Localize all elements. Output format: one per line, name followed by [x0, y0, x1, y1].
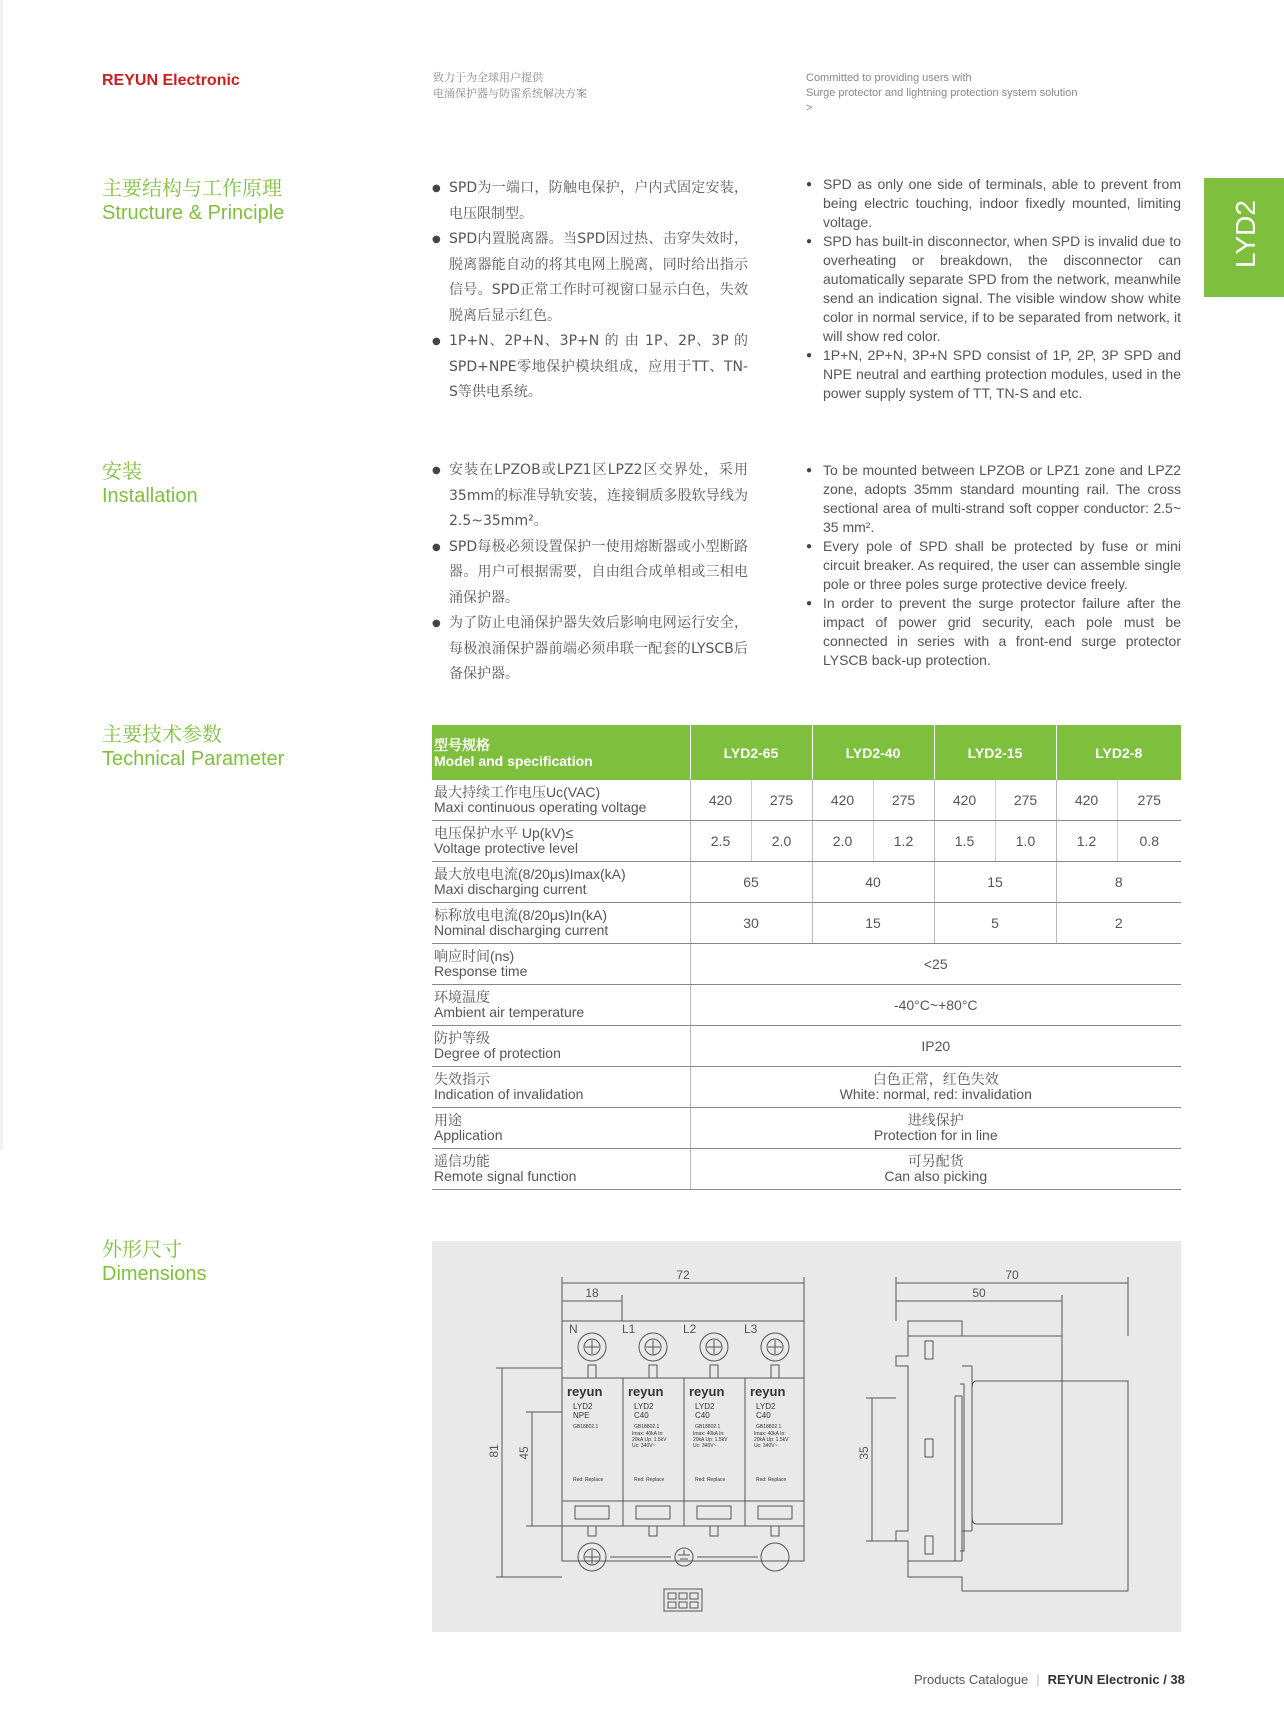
- table-row: [432, 944, 1181, 985]
- row-label-en: Ambient air temperature: [434, 1004, 585, 1020]
- dimension-svg: [432, 1241, 1181, 1632]
- module-model: LYD2: [695, 1402, 715, 1411]
- dimension-drawing: [432, 1241, 1181, 1632]
- list-item: ● SPD as only one side of terminals, able to prevent from being electric touching, indoor fixedly mounted, limiting voltage.: [806, 175, 1181, 232]
- page-footer: [914, 1672, 1185, 1687]
- section-title-en: Installation: [102, 485, 198, 507]
- row-label-en: Maxi discharging current: [434, 881, 587, 897]
- list-item: ● SPD内置脱离器。当SPD因过热、击穿失效时，脱离器能自动的将其电网上脱离，同时给出指示信号。SPD正常工作时可视窗口显示白色，失效脱离后显示红色。: [432, 227, 748, 329]
- module-spec-text: Imax: 40kA In: 20kA Up: 1.5kV Uc: 340V~: [632, 1431, 667, 1449]
- table-row: [432, 1026, 1181, 1067]
- indicator-window: [697, 1506, 731, 1519]
- row-label: [432, 1149, 690, 1190]
- logo-reyun: reyun: [628, 1384, 664, 1399]
- section-title-dimensions: [102, 1237, 206, 1287]
- structure-list-cn: [432, 176, 748, 406]
- installation-list-en: [806, 461, 1181, 670]
- cell-value-cn: 白色正常，红色失效: [872, 1071, 999, 1087]
- module-sub: C40: [756, 1411, 771, 1420]
- table-cell: 1.5: [934, 821, 995, 862]
- page-edge-shade: [0, 0, 3, 1150]
- module-sub: C40: [695, 1411, 710, 1420]
- row-label-en: Voltage protective level: [434, 840, 578, 856]
- list-item: ● 1P+N、2P+N、3P+N 的 由 1P、2P、3P 的 SPD+NPE零地保护模块组成，应用于TT、TN-S等供电系统。: [432, 329, 748, 406]
- table-header-label: [432, 725, 690, 780]
- module-standard: GB18802.1: [695, 1424, 721, 1430]
- section-title-structure: [102, 176, 284, 226]
- row-label: [432, 944, 690, 985]
- logo-reyun: reyun: [689, 1384, 725, 1399]
- table-cell: 2: [1056, 903, 1181, 944]
- footer-catalogue: Products Catalogue: [914, 1672, 1029, 1687]
- row-label: [432, 1108, 690, 1149]
- table-row: [432, 903, 1181, 944]
- table-cell: 40: [812, 862, 934, 903]
- table-cell: 15: [934, 862, 1056, 903]
- side-view: [857, 1268, 1128, 1591]
- row-label-cn: 电压保护水平 Up(kV)≤: [434, 825, 574, 841]
- list-item: ● 1P+N, 2P+N, 3P+N SPD consist of 1P, 2P, 3P SPD and NPE neutral and earthing protection modules, used in the power supply system of TT, TN-S and etc.: [806, 346, 1181, 403]
- front-view: [487, 1268, 804, 1611]
- module-replace: Red: Replace: [695, 1477, 726, 1483]
- row-label-en: Maxi continuous operating voltage: [434, 799, 647, 815]
- module-sub: NPE: [573, 1411, 590, 1420]
- table-cell: 1.0: [995, 821, 1056, 862]
- module-replace: Red: Replace: [756, 1477, 787, 1483]
- table-cell: 5: [934, 903, 1056, 944]
- tagline-en-line1: Committed to providing users with: [806, 72, 972, 84]
- dim-height-label: 81: [487, 1444, 501, 1458]
- model-header: LYD2-40: [812, 725, 934, 780]
- indicator-window: [758, 1506, 792, 1519]
- row-label: [432, 780, 690, 821]
- list-item: ● 为了防止电涌保护器失效后影响电网运行安全，每极浪涌保护器前端必须串联一配套的LYSCB后备保护器。: [432, 611, 748, 688]
- row-label-en: Degree of protection: [434, 1045, 561, 1061]
- tagline-en-line2: Surge protector and lightning protection system solution: [806, 87, 1078, 99]
- table-cell: 420: [1056, 780, 1117, 821]
- row-label: [432, 985, 690, 1026]
- structure-list-en: [806, 175, 1181, 403]
- table-cell: 275: [1117, 780, 1181, 821]
- row-label: [432, 821, 690, 862]
- table-row: [432, 1149, 1181, 1190]
- indicator-window: [636, 1506, 670, 1519]
- list-item: ● SPD has built-in disconnector, when SPD is invalid due to overheating or breakdown, the disconnector can automatically separate SPD from the network, meanwhile send an indication signal. The visible window show white color in normal service, if to be separated from network, it will show red color.: [806, 232, 1181, 346]
- brand-name: REYUN Electronic: [102, 72, 240, 89]
- row-label-en: Response time: [434, 963, 528, 979]
- row-label-cn: 标称放电电流(8/20μs)In(kA): [434, 907, 607, 923]
- row-label-en: Indication of invalidation: [434, 1086, 584, 1102]
- table-cell: 15: [812, 903, 934, 944]
- table-cell: 420: [812, 780, 873, 821]
- table-row: [432, 1108, 1181, 1149]
- cell-value-cn: 可另配货: [907, 1153, 964, 1169]
- section-title-cn: 主要技术参数: [102, 722, 222, 746]
- row-label-cn: 防护等级: [434, 1030, 490, 1046]
- tagline-cn-line1: 致力于为全球用户提供: [433, 71, 543, 84]
- header-label-en: Model and specification: [434, 752, 593, 769]
- table-cell: 30: [690, 903, 812, 944]
- table-cell: 420: [690, 780, 751, 821]
- module-standard: GB18802.1: [573, 1424, 599, 1430]
- terminal-label-l1: L1: [622, 1322, 636, 1336]
- module-replace: Red: Replace: [634, 1477, 665, 1483]
- module-spec: [632, 1431, 672, 1471]
- module-standard: GB18802.1: [756, 1424, 782, 1430]
- dim-rail-label: 35: [857, 1446, 871, 1460]
- top-screws: [578, 1333, 789, 1378]
- section-title-en: Dimensions: [102, 1263, 207, 1285]
- module-spec: [693, 1431, 733, 1471]
- dim-side-width-label: 70: [1005, 1268, 1019, 1282]
- table-cell: 65: [690, 862, 812, 903]
- footer-separator: |: [1036, 1672, 1040, 1687]
- module-model: LYD2: [756, 1402, 776, 1411]
- tagline-en-arrow: >: [806, 102, 813, 114]
- module-replace: Red: Replace: [573, 1477, 604, 1483]
- dim-width-label: 72: [676, 1268, 690, 1282]
- row-label-cn: 响应时间(ns): [434, 948, 515, 964]
- list-item: ● To be mounted between LPZOB or LPZ1 zone and LPZ2 zone, adopts 35mm standard mounting rail. The cross sectional area of multi-strand soft copper conductor: 2.5~ 35 mm².: [806, 461, 1181, 537]
- row-label-cn: 最大放电电流(8/20μs)Imax(kA): [434, 866, 626, 882]
- header-label-cn: 型号规格: [434, 736, 490, 753]
- section-title-technical: [102, 722, 284, 772]
- table-cell: -40°C~+80°C: [690, 985, 1181, 1026]
- side-module: [972, 1381, 1062, 1524]
- dim-inner-label: 45: [517, 1446, 531, 1460]
- table-cell: <25: [690, 944, 1181, 985]
- row-label-cn: 遥信功能: [434, 1153, 490, 1169]
- table-row: [432, 862, 1181, 903]
- tagline-cn: [433, 70, 587, 102]
- installation-list-cn: [432, 458, 748, 688]
- module-standard: GB18802.1: [634, 1424, 660, 1430]
- side-slot: [925, 1439, 933, 1457]
- module-spec-text: Imax: 40kA In: 20kA Up: 1.5kV Uc: 340V~: [693, 1431, 728, 1449]
- cell-value-cn: 进线保护: [907, 1112, 964, 1128]
- remote-terminal: [761, 1543, 789, 1571]
- table-cell: 2.5: [690, 821, 751, 862]
- table-cell: 1.2: [873, 821, 934, 862]
- side-tab: [1204, 178, 1284, 297]
- section-title-cn: 安装: [102, 459, 142, 483]
- module-model: LYD2: [634, 1402, 654, 1411]
- row-label: [432, 903, 690, 944]
- terminal-label-n: N: [569, 1322, 578, 1336]
- list-item: ● SPD每极必须设置保护一使用熔断器或小型断路器。用户可根据需要，自由组合成单相或三相电涌保护器。: [432, 535, 748, 612]
- table-cell: IP20: [690, 1026, 1181, 1067]
- side-slot: [925, 1341, 933, 1359]
- table-cell: 8: [1056, 862, 1181, 903]
- table-cell: 1.2: [1056, 821, 1117, 862]
- row-label-en: Application: [434, 1127, 503, 1143]
- row-label: [432, 862, 690, 903]
- module-spec: [754, 1431, 794, 1471]
- logo-reyun: reyun: [567, 1384, 603, 1399]
- table-row: [432, 780, 1181, 821]
- section-title-en: Technical Parameter: [102, 748, 285, 770]
- tagline-cn-line2: 电涌保护器与防雷系统解决方案: [433, 87, 587, 100]
- logo-reyun: reyun: [750, 1384, 786, 1399]
- cell-value-en: Protection for in line: [873, 1127, 998, 1143]
- table-cell: 420: [934, 780, 995, 821]
- row-label-cn: 失效指示: [434, 1071, 490, 1087]
- terminal-label-l3: L3: [744, 1322, 758, 1336]
- spec-table: [432, 725, 1181, 1190]
- list-item: ● Every pole of SPD shall be protected by fuse or mini circuit breaker. As required, the user can assemble single pole or three poles surge protective device freely.: [806, 537, 1181, 594]
- table-row: [432, 985, 1181, 1026]
- table-cell: 275: [751, 780, 812, 821]
- indicator-window: [575, 1506, 609, 1519]
- table-cell: [690, 1067, 1181, 1108]
- cell-value-en: Can also picking: [884, 1168, 988, 1184]
- model-header: LYD2-65: [690, 725, 812, 780]
- row-label-cn: 用途: [434, 1112, 462, 1128]
- section-title-en: Structure & Principle: [102, 202, 285, 224]
- table-cell: 0.8: [1117, 821, 1181, 862]
- row-label: [432, 1026, 690, 1067]
- table-cell: 275: [873, 780, 934, 821]
- side-body: [896, 1321, 1128, 1591]
- module-model: LYD2: [573, 1402, 593, 1411]
- table-cell: 2.0: [812, 821, 873, 862]
- row-label-en: Remote signal function: [434, 1168, 577, 1184]
- footer-brand: REYUN Electronic: [1047, 1672, 1160, 1687]
- section-title-cn: 外形尺寸: [102, 1237, 182, 1261]
- footer-page: / 38: [1163, 1672, 1185, 1687]
- table-cell: 2.0: [751, 821, 812, 862]
- side-slot: [925, 1536, 933, 1554]
- section-title-installation: [102, 459, 198, 509]
- table-cell: [690, 1108, 1181, 1149]
- list-item: ● SPD为一端口，防触电保护，户内式固定安装，电压限制型。: [432, 176, 748, 227]
- section-title-cn: 主要结构与工作原理: [102, 176, 282, 200]
- list-item: ● 安装在LPZOB或LPZ1区LPZ2区交界处，采用35mm的标准导轨安装，连接铜质多股软导线为2.5~35mm²。: [432, 458, 748, 535]
- table-header-row: [432, 725, 1181, 780]
- table-cell: 275: [995, 780, 1056, 821]
- list-item: ● In order to prevent the surge protector failure after the impact of power grid security, each pole must be connected in series with a front-end surge protector LYSCB back-up protection.: [806, 594, 1181, 670]
- model-header: LYD2-15: [934, 725, 1056, 780]
- table-cell: [690, 1149, 1181, 1190]
- dim-side-depth-label: 50: [972, 1286, 986, 1300]
- tagline-en: [806, 71, 1078, 116]
- row-label-cn: 环境温度: [434, 989, 490, 1005]
- model-header: LYD2-8: [1056, 725, 1181, 780]
- row-label-cn: 最大持续工作电压Uc(VAC): [434, 784, 601, 800]
- module-sub: C40: [634, 1411, 649, 1420]
- module-labels: [567, 1384, 794, 1483]
- dim-pole-label: 18: [585, 1286, 599, 1300]
- module-spec-text: Imax: 40kA In: 20kA Up: 1.5kV Uc: 340V~: [754, 1431, 789, 1449]
- terminal-label-l2: L2: [683, 1322, 697, 1336]
- side-tab-label: LYD2: [1230, 200, 1261, 268]
- row-label: [432, 1067, 690, 1108]
- table-row: [432, 821, 1181, 862]
- row-label-en: Nominal discharging current: [434, 922, 609, 938]
- cell-value-en: White: normal, red: invalidation: [839, 1086, 1032, 1102]
- table-row: [432, 1067, 1181, 1108]
